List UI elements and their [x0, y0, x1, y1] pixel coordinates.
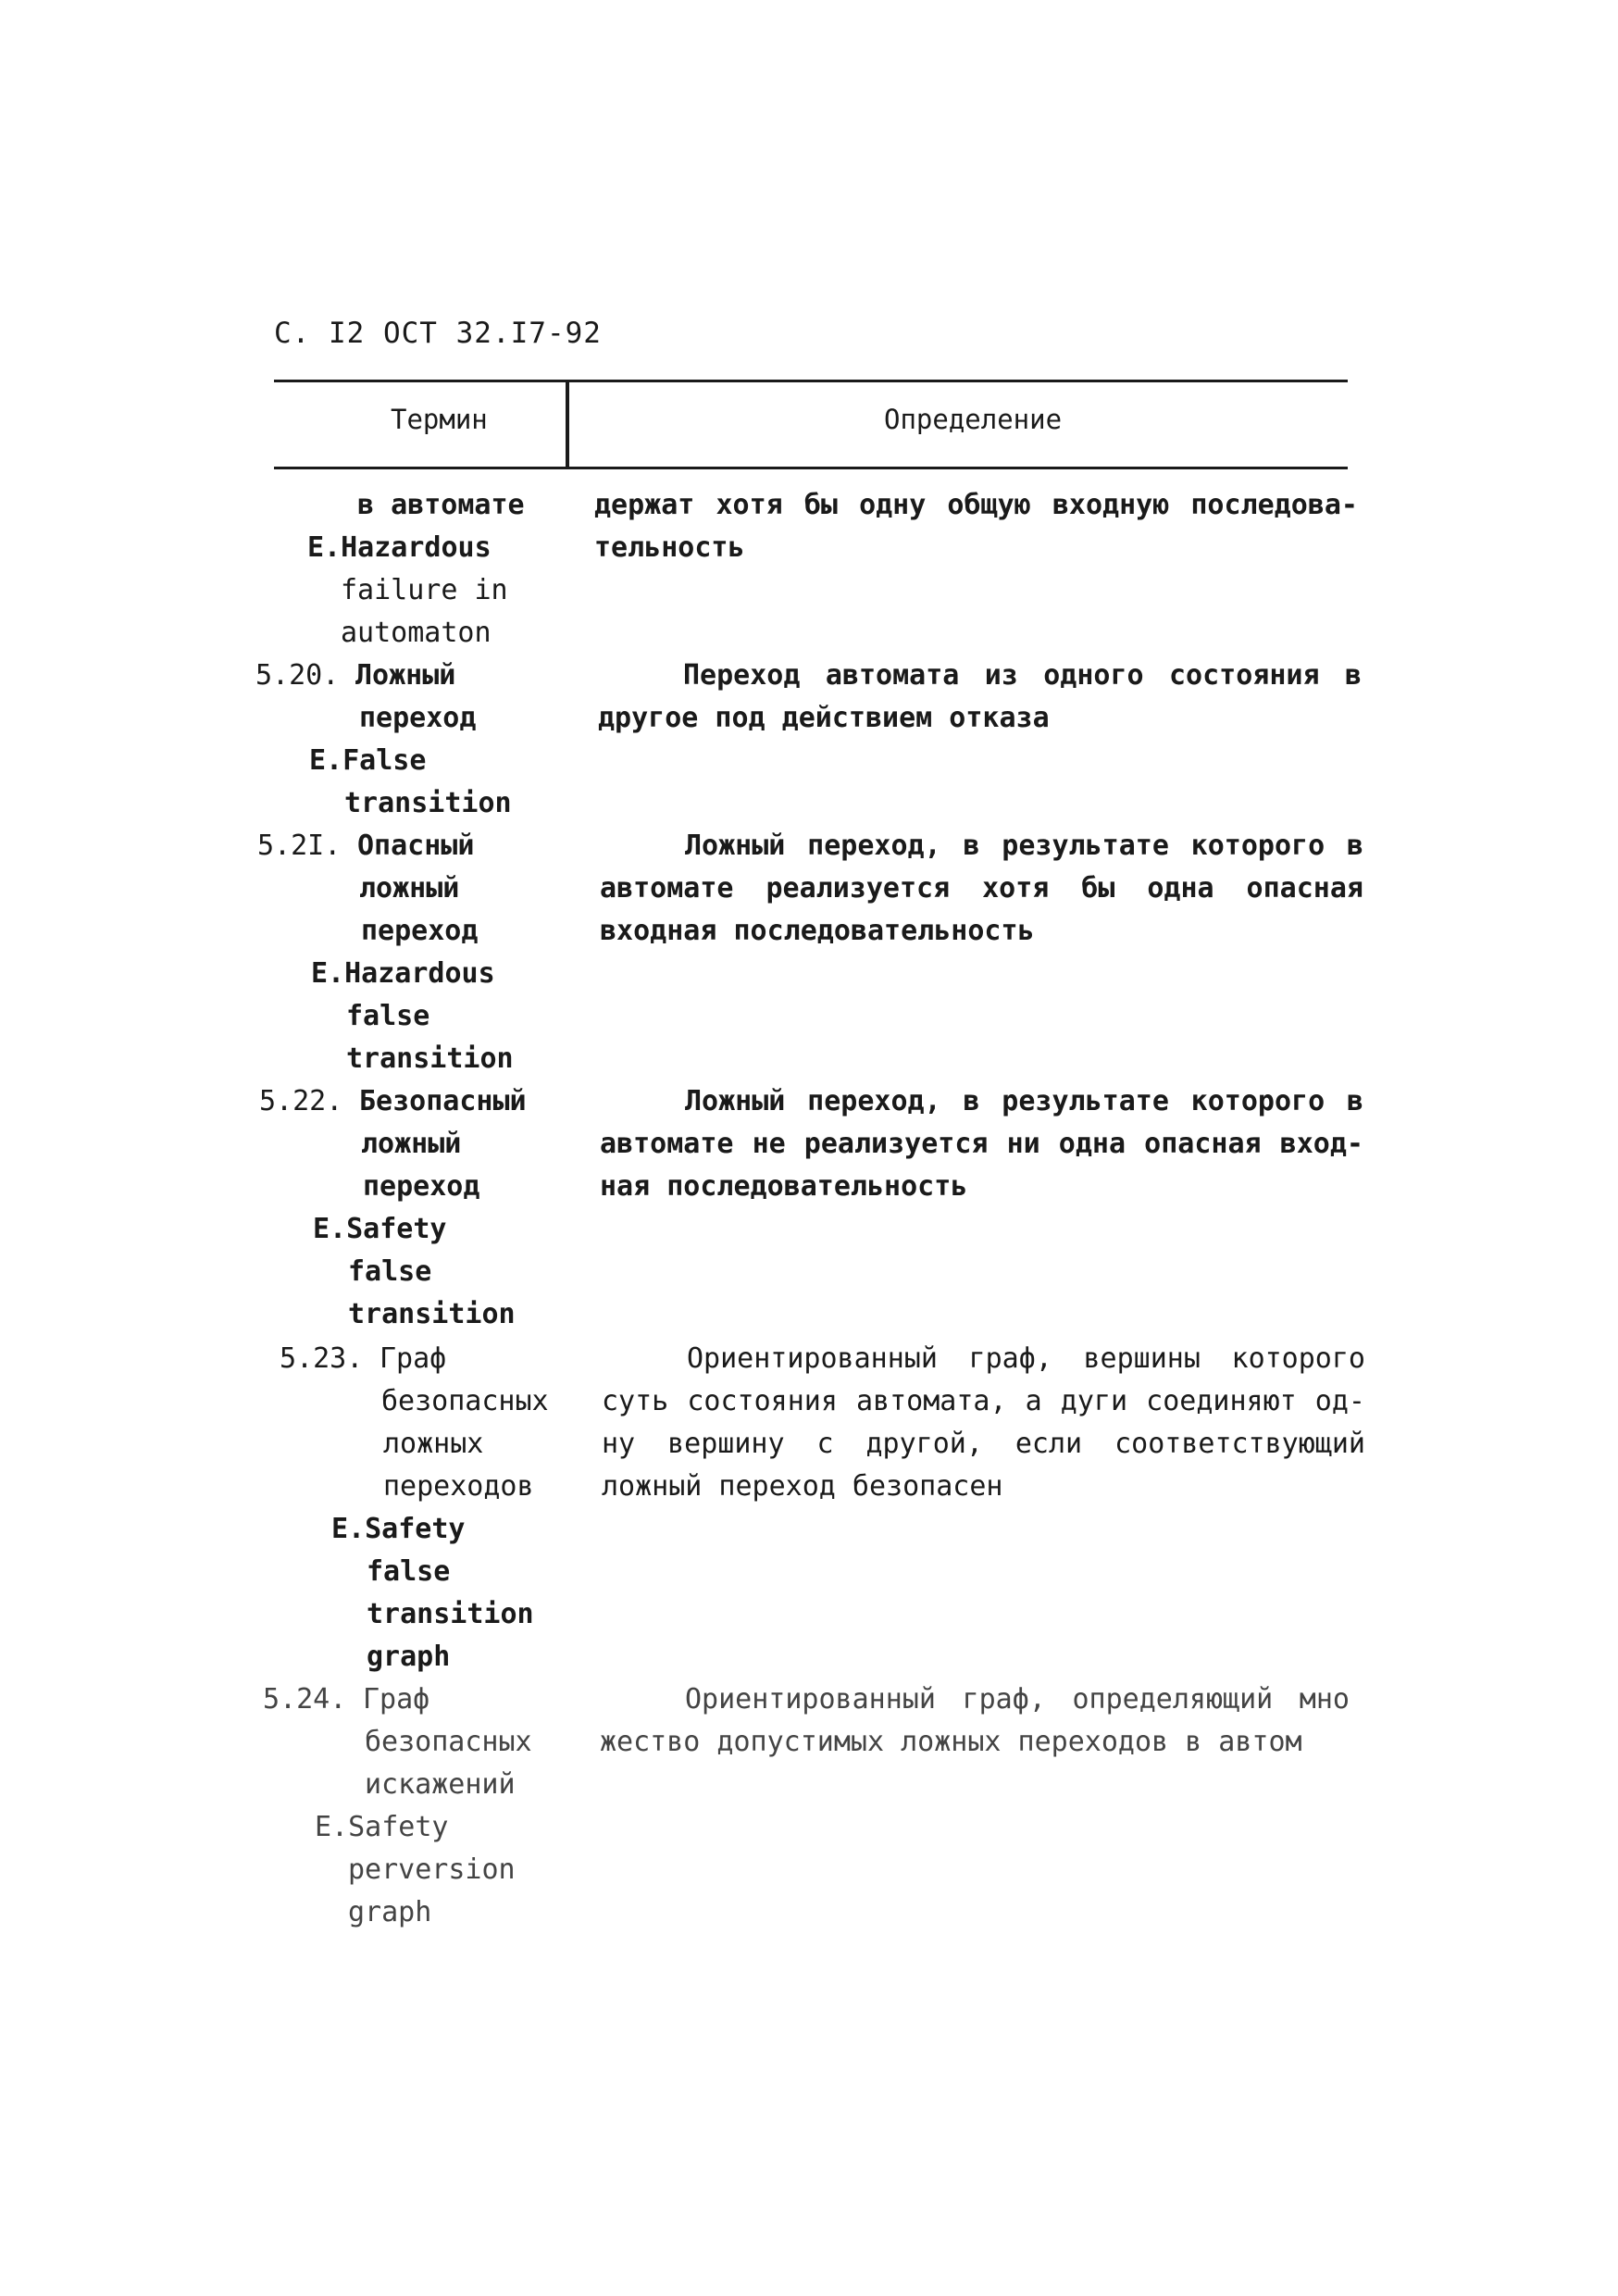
column-header-term: Термин	[391, 404, 488, 435]
term-line: automaton	[341, 617, 492, 649]
term-line: E.Hazardous	[311, 957, 495, 990]
term-line: переход	[359, 702, 477, 734]
term-line: переход	[363, 1170, 480, 1203]
page-header: С. I2 ОСТ 32.I7-92	[274, 317, 602, 350]
column-header-definition: Определение	[884, 404, 1063, 435]
definition-line: автомате реализуется хотя бы одна опасная	[600, 872, 1363, 905]
table-top-rule	[274, 380, 1348, 382]
definition-line: ная последовательность	[600, 1170, 968, 1203]
definition-line: Переход автомата из одного состояния в	[683, 659, 1362, 692]
term-line: ложный	[359, 872, 460, 905]
definition-line: тельность	[594, 531, 745, 564]
table-header-bottom-rule	[274, 467, 1348, 469]
term-line: переходов	[383, 1470, 534, 1503]
term-line: Опасный	[357, 830, 475, 862]
term-line: E.Hazardous	[307, 531, 492, 564]
term-line: E.Safety	[313, 1213, 447, 1245]
term-line: transition	[367, 1598, 534, 1630]
term-line: Граф	[363, 1683, 430, 1716]
definition-line: другое под действием отказа	[598, 702, 1050, 734]
table-header-divider	[566, 380, 569, 468]
term-line: transition	[344, 787, 512, 819]
term-line: false	[346, 1000, 430, 1032]
definition-line: держат хотя бы одну общую входную последова-	[594, 489, 1358, 521]
term-line: false	[348, 1255, 432, 1288]
term-line: Ложный	[355, 659, 456, 692]
term-line: transition	[348, 1298, 516, 1330]
term-line: искажений	[365, 1768, 516, 1801]
term-line: graph	[367, 1641, 451, 1673]
definition-line: автомате не реализуется ни одна опасная вход-	[600, 1128, 1363, 1160]
term-line: graph	[348, 1896, 432, 1928]
term-line: transition	[346, 1042, 514, 1075]
term-line: переход	[361, 915, 479, 947]
definition-line: Ложный переход, в результате которого в	[685, 1085, 1363, 1117]
term-line: Граф	[380, 1342, 447, 1375]
term-line: ложный	[361, 1128, 462, 1160]
definition-line: Ориентированный граф, определяющий мно	[685, 1683, 1350, 1716]
term-line: perversion	[348, 1853, 516, 1886]
entry-number: 5.24.	[263, 1683, 347, 1716]
term-line: failure in	[341, 574, 508, 606]
entry-number: 5.22.	[259, 1085, 343, 1117]
term-line: E.Safety	[331, 1513, 466, 1545]
entry-number: 5.2I.	[257, 830, 342, 862]
term-line: безопасных	[381, 1385, 549, 1417]
entry-number: 5.23.	[280, 1342, 364, 1375]
definition-line: суть состояния автомата, а дуги соединяют од-	[602, 1385, 1365, 1417]
term-line: false	[367, 1555, 451, 1588]
definition-line: жество допустимых ложных переходов в автом	[600, 1726, 1302, 1758]
definition-line: ложный переход безопасен	[602, 1470, 1003, 1503]
term-line: в автомате	[357, 489, 525, 521]
term-line: E.Safety	[315, 1811, 449, 1843]
term-line: E.False	[309, 744, 427, 777]
entry-number: 5.20.	[255, 659, 340, 692]
term-line: Безопасный	[359, 1085, 527, 1117]
definition-line: Ложный переход, в результате которого в	[685, 830, 1363, 862]
term-line: безопасных	[365, 1726, 532, 1758]
term-line: ложных	[383, 1428, 484, 1460]
definition-line: входная последовательность	[600, 915, 1035, 947]
definition-line: ну вершину с другой, если соответствующий	[602, 1428, 1365, 1460]
definition-line: Ориентированный граф, вершины которого	[687, 1342, 1365, 1375]
